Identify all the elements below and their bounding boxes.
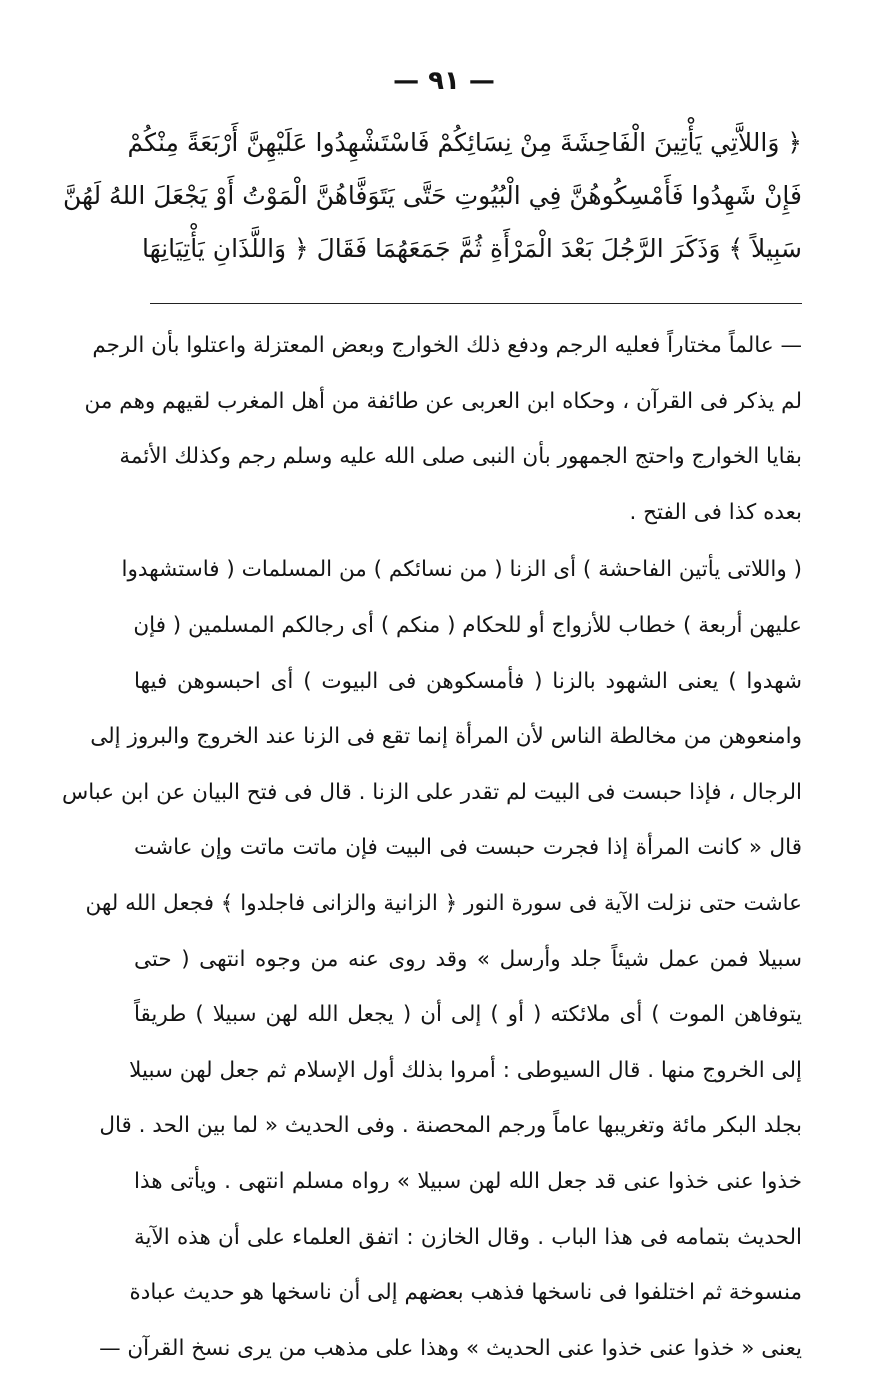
commentary-line: شهدوا ) يعنى الشهود بالزنا ( فأمسكوهن فى البيوت ) أى احبسوهن فيها [134, 668, 802, 694]
commentary-line: يتوفاهن الموت ) أى ملائكته ( أو ) إلى أن ( يجعل الله لهن سبيلا ) طريقاً [134, 1002, 802, 1028]
commentary-line: وامنعوهن من مخالطة الناس لأن المرأة إنما تقع فى الزنا عند الخروج والبروز إلى [90, 724, 802, 750]
separator-rule [150, 303, 802, 304]
commentary-line: ( واللاتى يأتين الفاحشة ) أى الزنا ( من نسائكم ) من المسلمات ( فاستشهدوا [121, 557, 802, 583]
commentary-line: — عالماً مختاراً فعليه الرجم ودفع ذلك الخوارج وبعض المعتزلة واعتلوا بأن الرجم [92, 333, 802, 358]
page-number: — ٩١ — [393, 66, 495, 96]
verse-line: ﴿ وَاللاَّتِي يَأْتِينَ الْفَاحِشَةَ مِنْ نِسَائِكُمْ فَاسْتَشْهِدُوا عَلَيْهِنَّ أَرْبَعَةً مِنْكُمْ [127, 128, 802, 157]
commentary-line: عليهن أربعة ) خطاب للأزواج أو للحكام ( منكم ) أى رجالكم المسلمين ( فإن [133, 612, 802, 638]
commentary-line: بعده كذا فى الفتح . [629, 499, 802, 525]
commentary-line: عاشت حتى نزلت الآية فى سورة النور ﴿ الزانية والزانى فاجلدوا ﴾ فجعل الله لهن [85, 890, 802, 916]
verse-line: سَبِيلاً ﴾ وَذَكَرَ الرَّجُلَ بَعْدَ الْمَرْأَةِ ثُمَّ جَمَعَهُمَا فَقَالَ ﴿ وَاللَّذَانِ يَأْتِيَانِهَا [142, 234, 802, 263]
verse-line: فَإِنْ شَهِدُوا فَأَمْسِكُوهُنَّ فِي الْبُيُوتِ حَتَّى يَتَوَفَّاهُنَّ الْمَوْتُ أَوْ يَجْعَلَ اللهُ لَهُنَّ [62, 181, 802, 210]
commentary-line: بجلد البكر مائة وتغريبها عاماً ورجم المحصنة . وفى الحديث « لما بين الحد . قال [99, 1113, 802, 1139]
commentary-line: إلى الخروج منها . قال السيوطى : أمروا بذلك أول الإسلام ثم جعل لهن سبيلا [129, 1057, 802, 1083]
commentary-line: خذوا عنى خذوا عنى قد جعل الله لهن سبيلا » رواه مسلم انتهى . ويأتى هذا [134, 1168, 802, 1194]
commentary-line: الرجال ، فإذا حبست فى البيت لم تقدر على الزنا . قال فى فتح البيان عن ابن عباس [62, 779, 802, 805]
commentary-text [62, 318, 802, 1376]
commentary-line: الحديث بتمامه فى هذا الباب . وقال الخازن : اتفق العلماء على أن هذه الآية [134, 1224, 802, 1250]
commentary-line: يعنى « خذوا عنى خذوا عنى الحديث » وهذا على مذهب من يرى نسخ القرآن — [99, 1335, 802, 1361]
commentary-line: بقايا الخوارج واحتج الجمهور بأن النبى صلى الله عليه وسلم رجم وكذلك الأئمة [119, 444, 802, 470]
commentary-line: قال « كانت المرأة إذا فجرت حبست فى البيت فإن ماتت ماتت وإن عاشت [134, 835, 802, 861]
commentary-line: لم يذكر فى القرآن ، وحكاه ابن العربى عن طائفة من أهل المغرب لقيهم وهم من [84, 388, 802, 414]
quran-verse-block [62, 116, 802, 275]
commentary-line: سبيلا فمن عمل شيئاً جلد وأرسل » وقد روى عنه من وجوه انتهى ( حتى [134, 946, 802, 972]
commentary-line: منسوخة ثم اختلفوا فى ناسخها فذهب بعضهم إلى أن ناسخها هو حديث عبادة [129, 1280, 802, 1306]
